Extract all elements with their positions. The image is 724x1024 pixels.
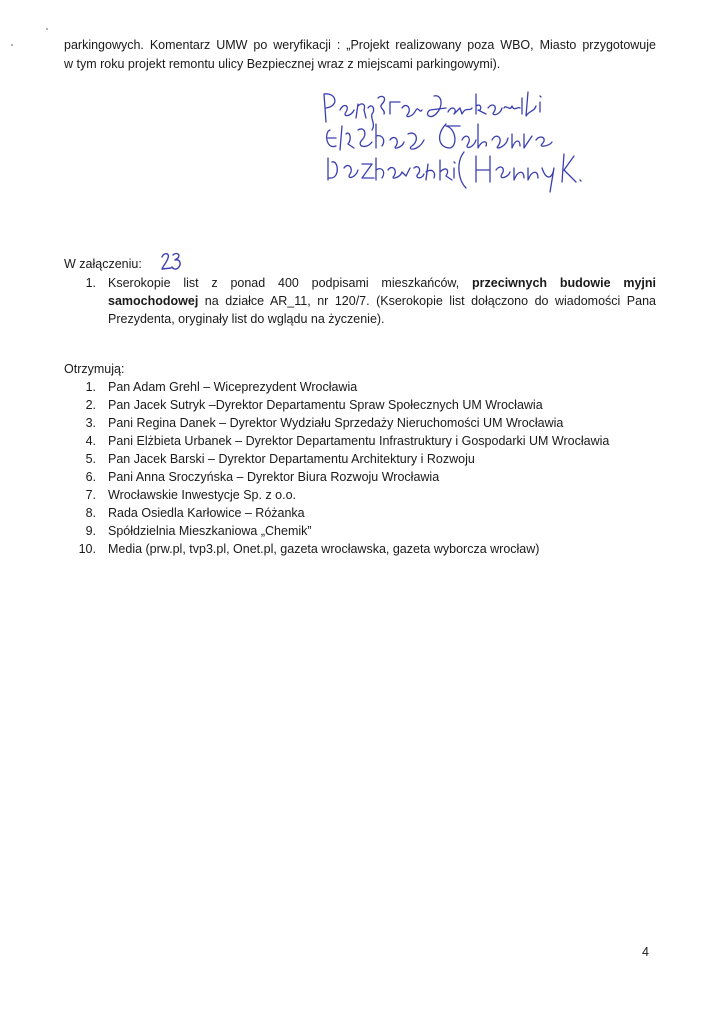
- scan-speck: [11, 44, 13, 46]
- list-item: [64, 522, 664, 540]
- list-item-number: 8.: [85, 506, 96, 520]
- attachment-text-end: na działce AR_11, nr 120/7. (Kserokopie list dołączono do wiadomości Pana Prezydenta, oryginały list do wglądu na życzenie).: [108, 294, 656, 326]
- list-item: [64, 414, 664, 432]
- recipient-text: Pan Jacek Barski – Dyrektor Departamentu Architektury i Rozwoju: [108, 452, 475, 466]
- list-item: [64, 396, 664, 414]
- recipient-text: Pani Regina Danek – Dyrektor Wydziału Sprzedaży Nieruchomości UM Wrocławia: [108, 416, 564, 430]
- list-item-number: 2.: [85, 398, 96, 412]
- list-item-number: 1.: [85, 380, 96, 394]
- recipient-text: Pani Anna Sroczyńska – Dyrektor Biura Rozwoju Wrocławia: [108, 470, 440, 484]
- recipient-text: Pani Elżbieta Urbanek – Dyrektor Departamentu Infrastruktury i Gospodarki UM Wrocławia: [108, 434, 610, 448]
- list-item: [64, 450, 664, 468]
- attachment-text-bold: przeciwnych budowie myjni samochodowej: [108, 276, 657, 308]
- recipients-list: [64, 378, 664, 558]
- attachments-list: [64, 274, 656, 328]
- attachments-heading: W załączeniu:: [64, 257, 142, 271]
- recipient-text: Rada Osiedla Karłowice – Różanka: [108, 506, 305, 520]
- list-item: [64, 274, 656, 328]
- recipient-text: Media (prw.pl, tvp3.pl, Onet.pl, gazeta wrocławska, gazeta wyborcza wrocław): [108, 542, 540, 556]
- recipient-text: Spółdzielnia Mieszkaniowa „Chemik”: [108, 524, 312, 538]
- handwritten-number-image: [160, 250, 184, 272]
- page-number: 4: [642, 945, 649, 959]
- list-item: [64, 432, 664, 450]
- list-item-number: 1.: [85, 276, 96, 290]
- list-item-number: 5.: [85, 452, 96, 466]
- list-item: [64, 540, 664, 558]
- recipient-text: Pan Adam Grehl – Wiceprezydent Wrocławia: [108, 380, 358, 394]
- list-item-number: 6.: [85, 470, 96, 484]
- list-item-number: 3.: [85, 416, 96, 430]
- list-item-number: 10.: [78, 542, 96, 556]
- list-item: [64, 468, 664, 486]
- handwritten-signatures: [306, 84, 596, 194]
- list-item: [64, 486, 664, 504]
- signatures-image: [306, 84, 596, 194]
- list-item: [64, 378, 664, 396]
- attachment-text-start: Kserokopie list z ponad 400 podpisami mieszkańców,: [108, 276, 473, 290]
- list-item: [64, 504, 664, 522]
- list-item-number: 4.: [85, 434, 96, 448]
- handwritten-attachment-count: [160, 250, 184, 272]
- top-paragraph-line-2: w tym roku projekt remontu ulicy Bezpiecznej wraz z miejscami parkingowymi).: [64, 57, 501, 71]
- recipients-heading: Otrzymują:: [64, 362, 125, 376]
- recipient-text: Pan Jacek Sutryk –Dyrektor Departamentu Spraw Społecznych UM Wrocławia: [108, 398, 543, 412]
- top-paragraph-line-1: parkingowych. Komentarz UMW po weryfikacji : „Projekt realizowany poza WBO, Miasto przygotowuje: [64, 38, 656, 52]
- list-item-number: 7.: [85, 488, 96, 502]
- list-item-number: 9.: [85, 524, 96, 538]
- top-paragraph: [64, 36, 656, 74]
- scan-speck: [46, 28, 48, 30]
- recipient-text: Wrocławskie Inwestycje Sp. z o.o.: [108, 488, 297, 502]
